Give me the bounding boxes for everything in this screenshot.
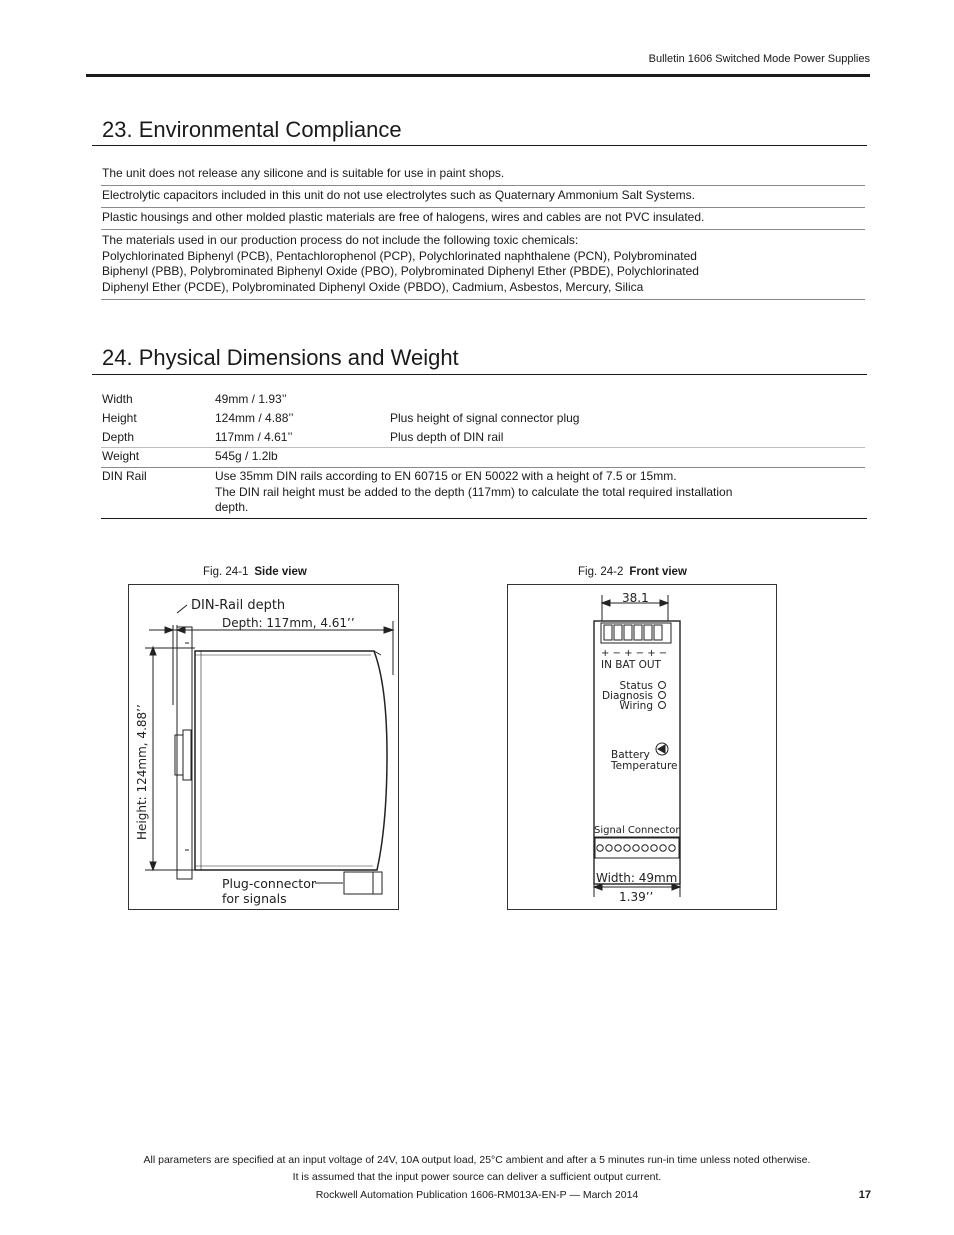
din-rail-hook <box>175 735 183 775</box>
width-label: Width <box>102 392 133 406</box>
wiring-led <box>659 702 666 709</box>
divider <box>101 518 867 519</box>
terminal-screw <box>634 625 642 640</box>
plug-connector-label: Plug-connector <box>222 876 316 891</box>
env-row-toxic <box>102 233 862 295</box>
depth-note: Plus depth of DIN rail <box>390 430 504 444</box>
din-rail-clip <box>177 627 192 879</box>
status-label: Status <box>619 680 653 692</box>
arrow-head <box>384 627 393 633</box>
arrow-head <box>660 600 668 606</box>
leader-line <box>177 605 187 613</box>
din-rail-value <box>215 469 835 516</box>
arrow-head <box>165 627 173 633</box>
section-24-rule <box>92 374 867 375</box>
toxic-intro: The materials used in our production process do not include the following toxic chemicals: <box>102 233 579 247</box>
battery-label: Battery <box>611 749 650 761</box>
footer-note: It is assumed that the input power source can deliver a sufficient output current. <box>292 1171 662 1183</box>
divider <box>101 467 865 468</box>
footer-note: All parameters are specified at an input voltage of 24V, 10A output load, 25°C ambient and after a 5 minutes run-in time unless noted otherwise. <box>143 1154 811 1166</box>
wiring-label: Wiring <box>619 700 653 712</box>
footer-publication: Rockwell Automation Publication 1606-RM013A-EN-P — March 2014 <box>315 1189 639 1201</box>
running-header: Bulletin 1606 Switched Mode Power Supplies <box>648 53 870 65</box>
plug-connector-label: for signals <box>222 891 287 906</box>
env-row-capacitors: Electrolytic capacitors included in this unit do not use electrolytes such as Quaternary Ammonium Salt Systems. <box>102 188 695 202</box>
width-value: 49mm / 1.93’’ <box>215 392 287 406</box>
din-rail-depth-label: DIN-Rail depth <box>191 598 286 613</box>
depth-label: Depth: 117mm, 4.61’’ <box>222 616 355 630</box>
env-row-halogens: Plastic housings and other molded plastic materials are free of halogens, wires and cables are not PVC insulated. <box>102 210 705 224</box>
fig-24-2-title: Front view <box>629 566 687 578</box>
weight-label: Weight <box>102 449 140 463</box>
height-note: Plus height of signal connector plug <box>390 411 580 425</box>
page-number: 17 <box>858 1189 871 1201</box>
din-rail-label: DIN Rail <box>102 469 147 483</box>
width-inch-label: 1.39’’ <box>619 890 654 904</box>
divider <box>101 299 865 300</box>
status-led <box>659 682 666 689</box>
toxic-line: Polychlorinated Biphenyl (PCB), Pentachlorophenol (PCP), Polychlorinated naphthalene (PCN), Polybrominated <box>102 248 697 263</box>
din-rail-line: Use 35mm DIN rails according to EN 60715 or EN 50022 with a height of 7.5 or 15mm. <box>215 469 677 483</box>
header-rule <box>86 74 870 77</box>
terminal-screw <box>624 625 632 640</box>
width-label: Width: 49mm <box>596 871 678 885</box>
front-view-figure <box>507 584 777 910</box>
height-label: Height <box>102 411 137 425</box>
height-label: Height: 124mm, 4.88’’ <box>135 704 149 840</box>
terminal-screw <box>614 625 622 640</box>
terminal-screw <box>654 625 662 640</box>
terminal-label: IN BAT OUT <box>601 659 661 671</box>
height-value: 124mm / 4.88’’ <box>215 411 294 425</box>
divider <box>101 207 865 208</box>
side-view-drawing <box>129 585 398 909</box>
din-rail-line: The DIN rail height must be added to the depth (117mm) to calculate the total required installation <box>215 484 733 499</box>
section-23-title: 23. Environmental Compliance <box>102 117 402 142</box>
polarity-label: + − + − + − <box>601 648 668 659</box>
weight-value: 545g / 1.2lb <box>215 449 278 463</box>
section-24-title: 24. Physical Dimensions and Weight <box>102 345 459 370</box>
fig-24-2-caption <box>578 566 687 578</box>
fig-24-1-title: Side view <box>254 566 307 578</box>
terminal-screw <box>604 625 612 640</box>
din-rail-line: depth. <box>215 500 249 514</box>
din-rail-profile <box>183 730 191 780</box>
depth-label: Depth <box>102 430 135 444</box>
temperature-label: Temperature <box>611 760 678 772</box>
terminal-screw <box>644 625 652 640</box>
depth-value: 117mm / 4.61’’ <box>215 430 293 444</box>
toxic-line: Biphenyl (PBB), Polybrominated Biphenyl Oxide (PBO), Polybrominated Diphenyl Ether (PBDE), Polychlorinated <box>102 264 699 278</box>
signal-connector-label: Signal Connector <box>594 825 680 836</box>
env-row-silicone: The unit does not release any silicone and is suitable for use in paint shops. <box>102 166 505 180</box>
arrow-head <box>177 627 185 633</box>
divider <box>101 185 865 186</box>
fig-24-1-number: Fig. 24-1 <box>203 566 249 578</box>
diagnosis-label: Diagnosis <box>601 690 653 702</box>
plug-connector <box>344 872 382 894</box>
divider <box>101 229 865 230</box>
diagnosis-led <box>659 692 666 699</box>
front-view-drawing <box>508 585 776 909</box>
arrow-head <box>602 600 610 606</box>
divider <box>101 447 865 448</box>
fig-24-2-number: Fig. 24-2 <box>578 566 624 578</box>
dim-38-label: 38.1 <box>622 591 649 605</box>
toxic-line: Diphenyl Ether (PCDE), Polybrominated Diphenyl Oxide (PBDO), Cadmium, Asbestos, Mercury, Silica <box>102 279 644 294</box>
side-view-figure <box>128 584 399 910</box>
section-23-rule <box>92 145 867 146</box>
arrow-head <box>150 862 156 870</box>
fig-24-1-caption <box>203 566 307 578</box>
housing-outline <box>195 651 387 870</box>
